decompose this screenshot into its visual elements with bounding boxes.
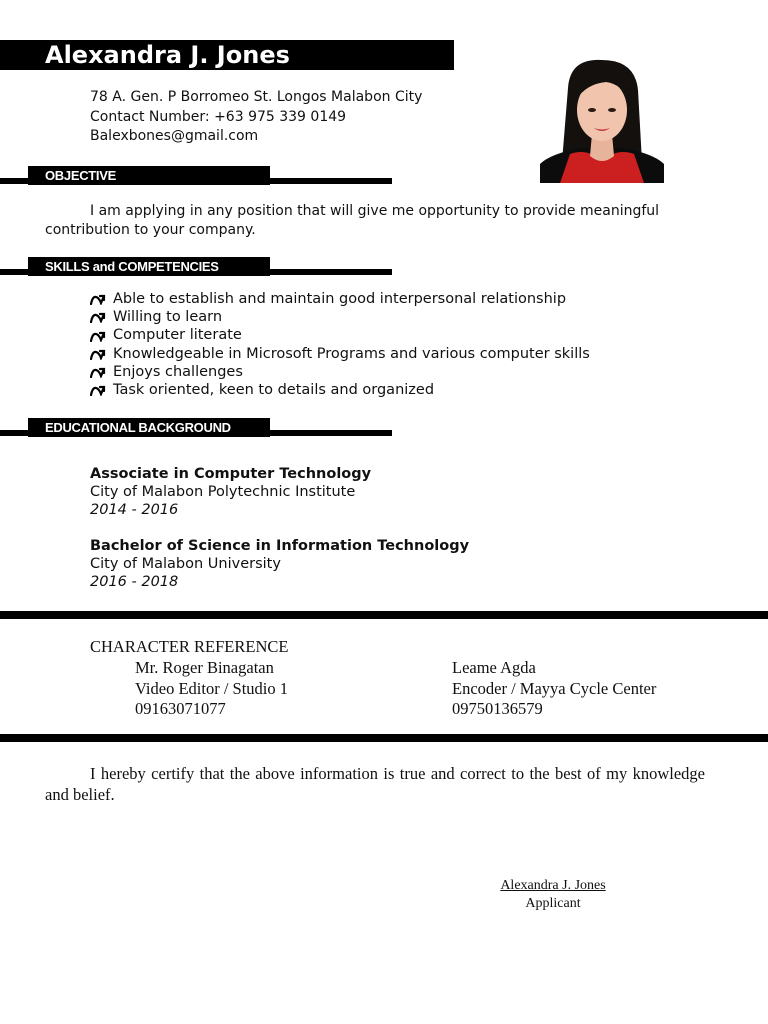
objective-text: I am applying in any position that will give me opportunity to provide meaningful contribution to your company. xyxy=(45,203,660,238)
list-item: Enjoys challenges xyxy=(90,363,590,381)
section-header-education xyxy=(0,418,392,438)
years: 2014 - 2016 xyxy=(90,502,179,518)
reference-phone: 09163071077 xyxy=(135,699,226,718)
section-title: SKILLS and COMPETENCIES xyxy=(28,257,270,276)
list-item: Knowledgeable in Microsoft Programs and various computer skills xyxy=(90,345,590,363)
years: 2016 - 2018 xyxy=(90,574,179,590)
list-item: Willing to learn xyxy=(90,308,590,326)
bullet-arrow-icon xyxy=(90,348,106,360)
section-header-objective xyxy=(0,166,392,186)
degree: Bachelor of Science in Information Technology xyxy=(90,538,470,554)
contact-block xyxy=(90,88,422,147)
skills-list xyxy=(90,290,590,399)
certification-text: I hereby certify that the above information is true and correct to the best of my knowledge and belief. xyxy=(45,764,705,804)
education-entry xyxy=(90,537,469,591)
school: City of Malabon University xyxy=(90,556,281,572)
email: Balexbones@gmail.com xyxy=(90,128,259,144)
reference-name: Leame Agda xyxy=(452,658,536,677)
divider xyxy=(0,611,768,619)
signature-block xyxy=(480,877,626,913)
education-entry xyxy=(90,465,371,519)
reference-name: Mr. Roger Binagatan xyxy=(135,658,274,677)
section-title: EDUCATIONAL BACKGROUND xyxy=(28,418,270,437)
list-item: Able to establish and maintain good interpersonal relationship xyxy=(90,290,590,308)
address: 78 A. Gen. P Borromeo St. Longos Malabon City xyxy=(90,89,423,105)
bullet-arrow-icon xyxy=(90,366,106,378)
signature-name: Alexandra J. Jones xyxy=(500,878,606,893)
list-item: Computer literate xyxy=(90,326,590,344)
signature-title: Applicant xyxy=(525,896,581,911)
section-title: OBJECTIVE xyxy=(28,166,270,185)
applicant-name: Alexandra J. Jones xyxy=(45,41,290,69)
reference-title: CHARACTER REFERENCE xyxy=(90,637,289,656)
bullet-arrow-icon xyxy=(90,293,106,305)
list-item: Task oriented, keen to details and organized xyxy=(90,381,590,399)
applicant-photo-icon xyxy=(540,58,664,183)
reference-role: Encoder / Mayya Cycle Center xyxy=(452,678,657,698)
bullet-arrow-icon xyxy=(90,330,106,342)
divider xyxy=(0,734,768,742)
reference-entry xyxy=(452,658,656,720)
contact-number: Contact Number: +63 975 339 0149 xyxy=(90,108,347,125)
reference-entry xyxy=(135,658,288,720)
section-header-skills xyxy=(0,257,392,277)
degree: Associate in Computer Technology xyxy=(90,466,372,482)
reference-phone: 09750136579 xyxy=(452,699,543,718)
bullet-arrow-icon xyxy=(90,384,106,396)
school: City of Malabon Polytechnic Institute xyxy=(90,484,356,500)
reference-role: Video Editor / Studio 1 xyxy=(135,678,289,698)
name-banner xyxy=(0,40,454,70)
bullet-arrow-icon xyxy=(90,311,106,323)
